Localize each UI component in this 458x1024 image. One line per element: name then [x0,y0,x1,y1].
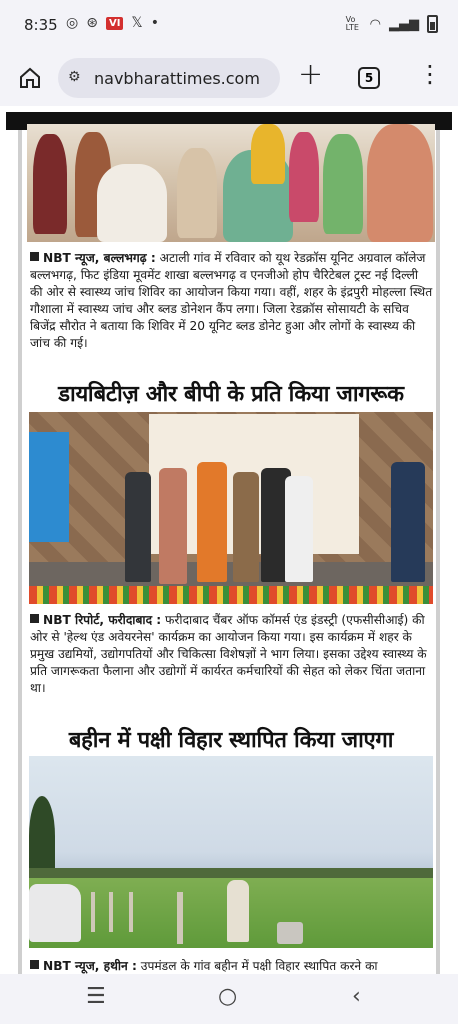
story3-headline: बहीन में पक्षी विहार स्थापित किया जाएगा [68,728,394,753]
dot-icon: • [150,15,159,31]
bullet-square [30,252,39,261]
status-bar [0,0,458,52]
story2-text [30,612,434,697]
tab-switcher-button[interactable]: 5 [358,67,380,89]
new-tab-icon[interactable]: + [298,57,324,92]
bullet-square [30,960,39,969]
carrier-badge: VI [106,17,123,30]
browser-toolbar [0,52,458,106]
newspaper-page[interactable] [0,106,458,974]
story3-byline: NBT न्यूज, हथीन : [43,959,137,973]
nav-home-icon[interactable]: ○ [218,984,238,1009]
story3-body: उपमंडल के गांव बहीन में पक्षी विहार स्थापित करने का [140,959,378,973]
more-vert-icon[interactable]: ⋮ [418,60,442,88]
notification-icons [66,15,159,31]
signal-icon: ▂▄▆ [389,16,419,32]
address-bar[interactable] [58,58,280,98]
android-nav-bar [0,974,458,1024]
home-icon[interactable] [18,66,42,90]
story2-body: फरीदाबाद चैंबर ऑफ कॉमर्स एंड इंडस्ट्री (एफसीसीआई) की ओर से 'हेल्थ एंड अवेयरनेस' कार्यक्रम का आयोजन किया गया। इस कार्यक्रम में शहर के प्रमुख उद्यमियों, उद्योगपतियों और चिकित्सा विशेषज्ञों ने भाग लिया। इसका उद्देश्य स्वास्थ्य के प्रति जागरूकता फैलाना और उद्योगों में कार्यरत कर्मचारियों की सेहत को लेकर चिंता जताना था। [30,613,427,695]
story1-byline: NBT न्यूज, बल्लभगढ़ : [43,251,156,265]
story2-byline: NBT रिपोर्ट, फरीदाबाद : [43,613,162,627]
story2-photo [29,412,433,604]
story1-body: अटाली गांव में रविवार को यूथ रेडक्रॉस यूनिट अग्रवाल कॉलेज बल्लभगढ़, फिट इंडिया मूवमेंट शाखा बल्लभगढ़ व एनजीओ होप चैरिटेबल ट्रस्ट नई दिल्ली की ओर से स्वास्थ्य जांच शिविर का आयोजन किया गया। वहीं, शहर के इंद्रपुरी मोहल्ला स्थित गौशाला में स्वास्थ्य जांच और ब्लड डोनेशन कैंप लगा। जिला रेडक्रॉस सोसायटी के सचिव बिजेंद्र सौरोत ने बताया कि शिविर में 20 यूनिट ब्लड डोनेट हुआ और लोगों के स्वास्थ्य की जांच की गई। [30,251,433,350]
story1-text [30,250,434,352]
volte-icon: Vo LTE [345,15,359,32]
whatsapp-icon: ◎ [66,15,79,31]
url-text: navbharattimes.com [94,69,260,88]
recents-icon[interactable]: ☰ [86,984,106,1009]
app-icon: ⊛ [86,15,98,31]
story3-text [30,958,434,974]
wifi-icon: ◠ [369,16,381,32]
story3-photo [29,756,433,948]
tune-icon[interactable]: ⚙ [68,69,81,85]
bullet-square [30,614,39,623]
battery-icon [427,15,438,33]
system-icons [346,15,438,33]
story2-headline: डायबिटीज़ और बीपी के प्रति किया जागरूक [58,382,404,407]
x-icon: 𝕏 [131,15,143,31]
clock: 8:35 [24,16,58,34]
back-icon[interactable]: ‹ [352,984,361,1009]
story1-photo [27,124,435,242]
